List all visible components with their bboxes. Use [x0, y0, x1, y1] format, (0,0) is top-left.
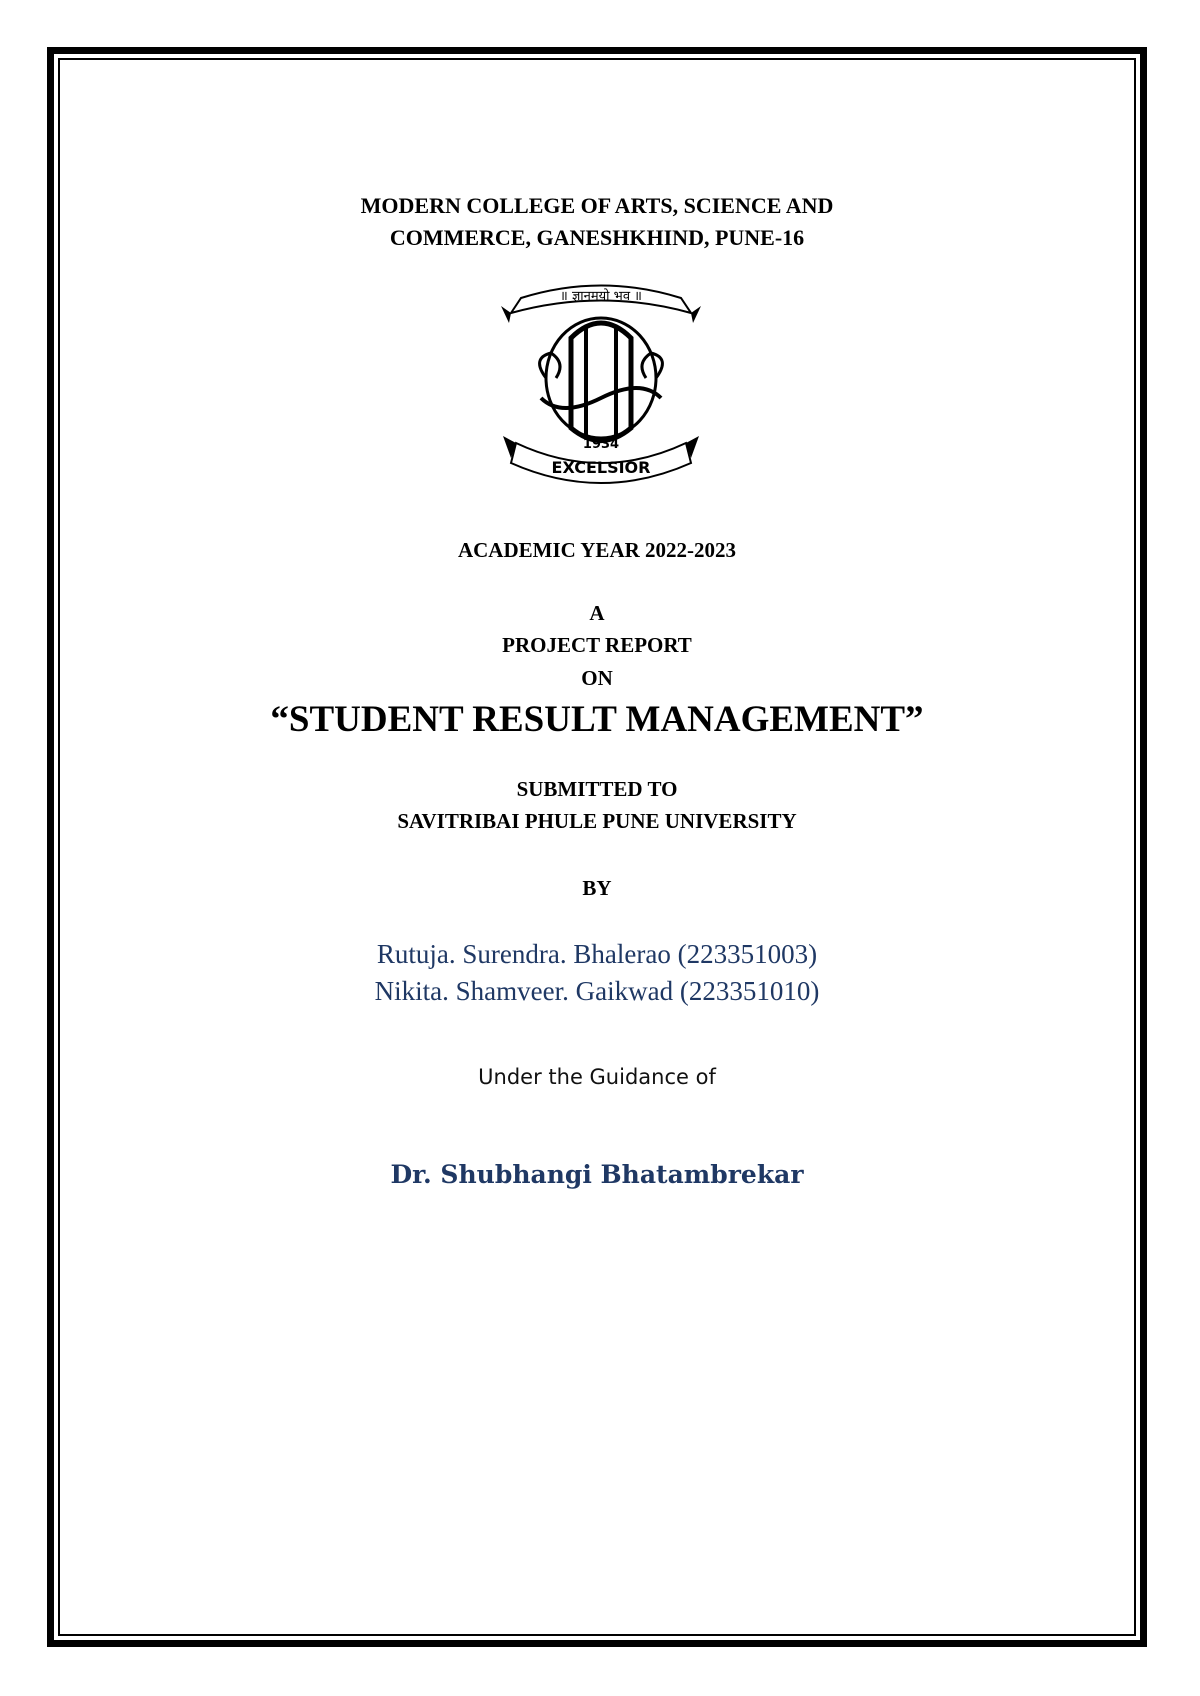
emblem-motto-bottom: EXCELSIOR: [551, 458, 651, 477]
submitted-to: SUBMITTED TO: [516, 777, 678, 801]
college-name-line-1: MODERN COLLEGE OF ARTS, SCIENCE AND: [360, 193, 834, 218]
college-name-line-2: COMMERCE, GANESHKHIND, PUNE-16: [389, 225, 805, 250]
author-1: Rutuja. Surendra. Bhalerao (223351003): [376, 939, 818, 969]
project-title: “STUDENT RESULT MANAGEMENT”: [270, 699, 924, 740]
university-name: SAVITRIBAI PHULE PUNE UNIVERSITY: [397, 809, 797, 833]
report-type: PROJECT REPORT: [502, 633, 692, 657]
report-a: A: [589, 601, 605, 625]
guide-name: Dr. Shubhangi Bhatambrekar: [390, 1160, 804, 1189]
report-on: ON: [581, 666, 613, 690]
academic-year: ACADEMIC YEAR 2022-2023: [457, 538, 737, 562]
guidance-label: Under the Guidance of: [478, 1065, 716, 1089]
by-label: BY: [582, 876, 612, 900]
author-2: Nikita. Shamveer. Gaikwad (223351010): [374, 976, 820, 1006]
emblem-year: 1934: [582, 437, 620, 452]
college-emblem-icon: [501, 268, 701, 498]
emblem-motto-top: ॥ ज्ञानमयो भव ॥: [560, 289, 642, 304]
